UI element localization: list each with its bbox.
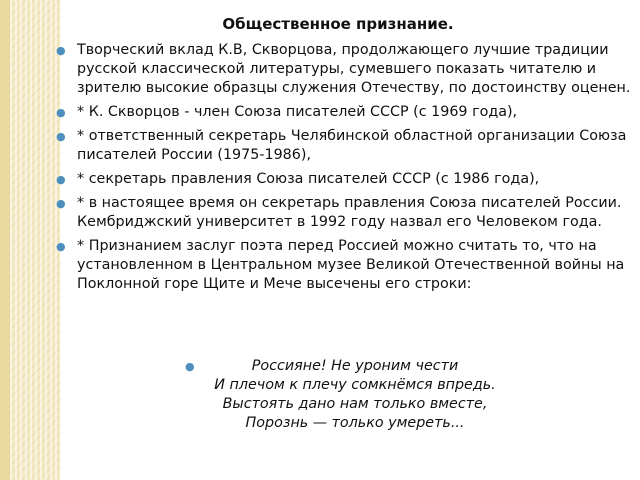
bullet-text: * секретарь правления Союза писателей СССР (с 1986 года), bbox=[77, 171, 540, 187]
bullet-item bbox=[52, 103, 634, 122]
bullet-text: * ответственный секретарь Челябинской областной организации Союза писателей России (1975-1986), bbox=[77, 128, 627, 163]
bullet-dot-icon: ● bbox=[56, 44, 66, 57]
bullet-item bbox=[52, 41, 634, 98]
bullet-text: * Признанием заслуг поэта перед Россией можно считать то, что на установленном в Центральном музее Великой Отечественной войны на Поклонной горе Щите и Мече высечены его строки: bbox=[77, 238, 625, 292]
bullet-dot-icon: ● bbox=[185, 360, 195, 373]
bullet-text: * К. Скворцов - член Союза писателей СССР (с 1969 года), bbox=[77, 104, 518, 120]
bullet-dot-icon: ● bbox=[56, 197, 66, 210]
bullet-item bbox=[52, 127, 634, 165]
bullet-dot-icon: ● bbox=[56, 240, 66, 253]
bullet-dot-icon: ● bbox=[56, 106, 66, 119]
bullet-item bbox=[52, 237, 634, 294]
poem-line: Россияне! Не уроним чести bbox=[251, 358, 459, 374]
bullet-list bbox=[52, 41, 634, 299]
bullet-text: Творческий вклад К.В, Скворцова, продолжающего лучшие традиции русской классической литературы, сумевшего показать читателю и зрителю высокие образцы служения Отечеству, по достоинству оценен. bbox=[77, 42, 631, 96]
bullet-item bbox=[52, 170, 634, 189]
poem-line: И плечом к плечу сомкнёмся впредь. bbox=[214, 377, 496, 393]
decorative-stripe bbox=[0, 0, 10, 480]
bullet-item bbox=[52, 194, 634, 232]
bullet-dot-icon: ● bbox=[56, 173, 66, 186]
bullet-text: * в настоящее время он секретарь правления Союза писателей России. Кембриджский университет в 1992 году назвал его Человеком года. bbox=[77, 195, 622, 230]
bullet-dot-icon: ● bbox=[56, 130, 66, 143]
poem-quote bbox=[170, 357, 540, 433]
poem-line: Выстоять дано нам только вместе, bbox=[222, 396, 488, 412]
decorative-side-band bbox=[0, 0, 60, 480]
poem-line: Порознь — только умереть... bbox=[245, 415, 465, 431]
slide-title: Общественное признание. bbox=[222, 15, 454, 33]
